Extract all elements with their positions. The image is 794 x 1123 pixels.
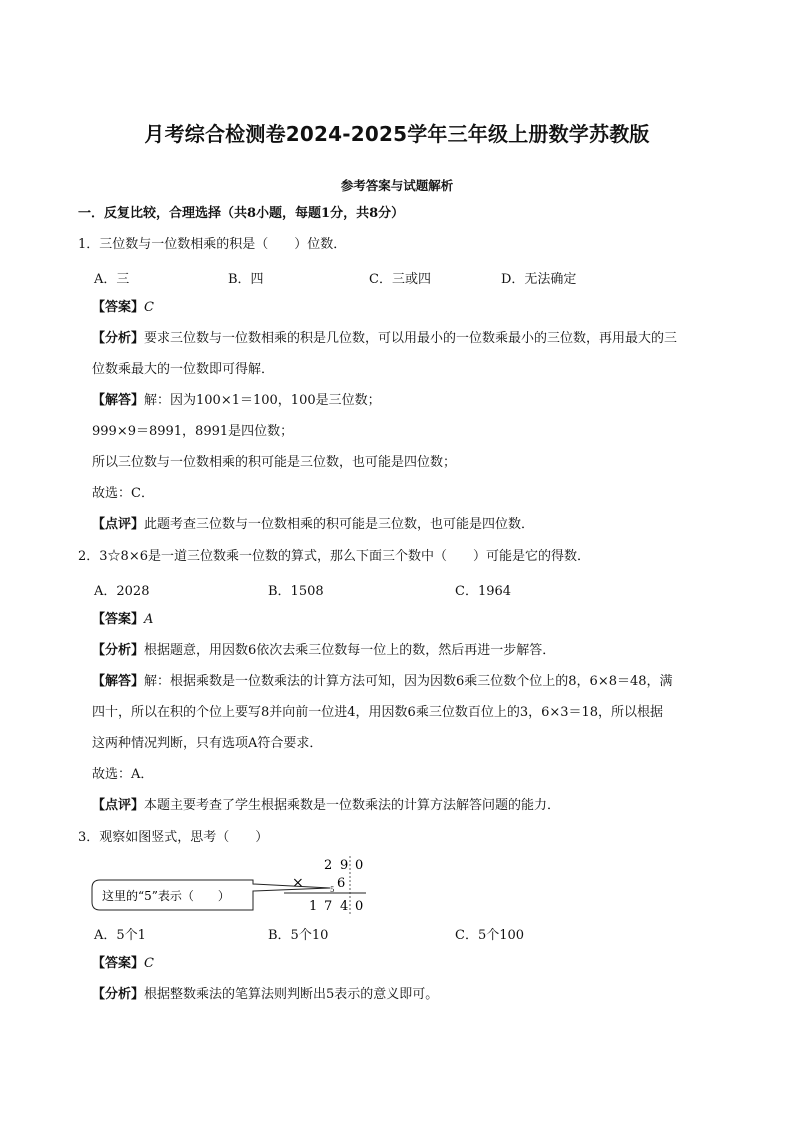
q3-stem: 3．观察如图竖式，思考（ ）: [78, 830, 269, 845]
q1-choose: 故选：C．: [92, 486, 154, 501]
solution-text: 解：根据乘数是一位数乘法的计算方法可知，因为因数6乘三位数个位上的8，6×8＝48，满: [144, 674, 673, 689]
digit-r3-thousands: 1: [309, 899, 318, 914]
q1-analysis-cont: 位数乘最大的一位数即可得解．: [92, 362, 275, 377]
digit-r2-multiplier: 6: [337, 876, 346, 891]
solution-tag: 【解答】: [92, 393, 145, 408]
callout-text: 这里的“5”表示（ ）: [102, 889, 230, 903]
q2-stem: 2．3☆8×6是一道三位数乘一位数的算式，那么下面三个数中（ ）可能是它的得数．: [78, 549, 590, 564]
digit-r3-tens: 4: [340, 899, 349, 914]
analysis-tag: 【分析】: [92, 987, 145, 1002]
digit-r1-tens: 9: [340, 858, 349, 873]
analysis-text: 根据题意，用因数6依次去乘三位数每一位上的数，然后再进一步解答．: [144, 643, 556, 658]
q3-option-b: B．5个10: [268, 928, 329, 943]
q1-stem: 1．三位数与一位数相乘的积是（ ）位数．: [78, 237, 347, 252]
carry-digit: 5: [330, 886, 335, 894]
q2-option-b: B．1508: [268, 584, 324, 599]
answer-value: C: [144, 956, 154, 971]
digit-r3-ones: 0: [355, 899, 364, 914]
comment-tag: 【点评】: [92, 517, 145, 532]
digit-r1-ones: 0: [355, 858, 364, 873]
q2-option-a: A．2028: [94, 584, 150, 599]
q1-option-d: D．无法确定: [501, 272, 577, 287]
q1-option-a: A．三: [94, 272, 130, 287]
q1-solution: [92, 392, 381, 410]
answer-value: C: [144, 300, 154, 315]
q3-option-a: A．5个1: [94, 928, 146, 943]
comment-text: 本题主要考查了学生根据乘数是一位数乘法的计算方法解答问题的能力．: [144, 798, 561, 813]
q1-solution-line2: 999×9＝8991，8991是四位数；: [92, 424, 294, 439]
q3-option-c: C．5个100: [455, 928, 525, 943]
digit-r1-hundreds: 2: [324, 858, 333, 873]
q3-analysis: [92, 986, 438, 1004]
q1-comment: [92, 516, 534, 534]
page-subtitle: 参考答案与试题解析: [340, 178, 454, 193]
q1-solution-line3: 所以三位数与一位数相乘的积可能是三位数，也可能是四位数；: [92, 455, 457, 470]
q2-answer: [92, 611, 153, 629]
solution-text: 解：因为100×1＝100，100是三位数；: [144, 393, 381, 408]
analysis-text: 要求三位数与一位数相乘的积是几位数，可以用最小的一位数乘最小的三位数，再用最大的三: [144, 331, 678, 346]
q2-solution-line2: 四十，所以在积的个位上要写8并向前一位进4，用因数6乘三位数百位上的3，6×3＝18，所以根据: [92, 705, 664, 720]
comment-text: 此题考查三位数与一位数相乘的积可能是三位数，也可能是四位数．: [144, 517, 535, 532]
analysis-tag: 【分析】: [92, 643, 145, 658]
q1-option-b: B．四: [228, 272, 264, 287]
answer-tag: 【答案】: [92, 300, 145, 315]
section-heading: 一．反复比较，合理选择（共8小题，每题1分，共8分）: [78, 206, 405, 221]
answer-value: A: [144, 612, 154, 627]
analysis-text: 根据整数乘法的笔算法则判断出5表示的意义即可。: [144, 987, 439, 1002]
q1-option-c: C．三或四: [369, 272, 431, 287]
q2-comment: [92, 797, 560, 815]
answer-tag: 【答案】: [92, 956, 145, 971]
digit-r3-hundreds: 7: [324, 899, 333, 914]
q1-answer: [92, 299, 154, 317]
q2-option-c: C．1964: [455, 584, 512, 599]
q2-analysis: [92, 642, 555, 660]
analysis-tag: 【分析】: [92, 331, 145, 346]
q2-solution-line3: 这两种情况判断，只有选项A符合要求．: [92, 736, 323, 751]
answer-tag: 【答案】: [92, 612, 145, 627]
vertical-multiplication-figure: [0, 852, 400, 922]
solution-tag: 【解答】: [92, 674, 145, 689]
multiply-sign: ×: [292, 875, 304, 891]
q2-solution: [92, 673, 673, 691]
q3-answer: [92, 955, 154, 973]
comment-tag: 【点评】: [92, 798, 145, 813]
q1-analysis: [92, 330, 677, 348]
page-title: 月考综合检测卷2024-2025学年三年级上册数学苏教版: [144, 122, 650, 146]
q2-choose: 故选：A．: [92, 767, 154, 782]
